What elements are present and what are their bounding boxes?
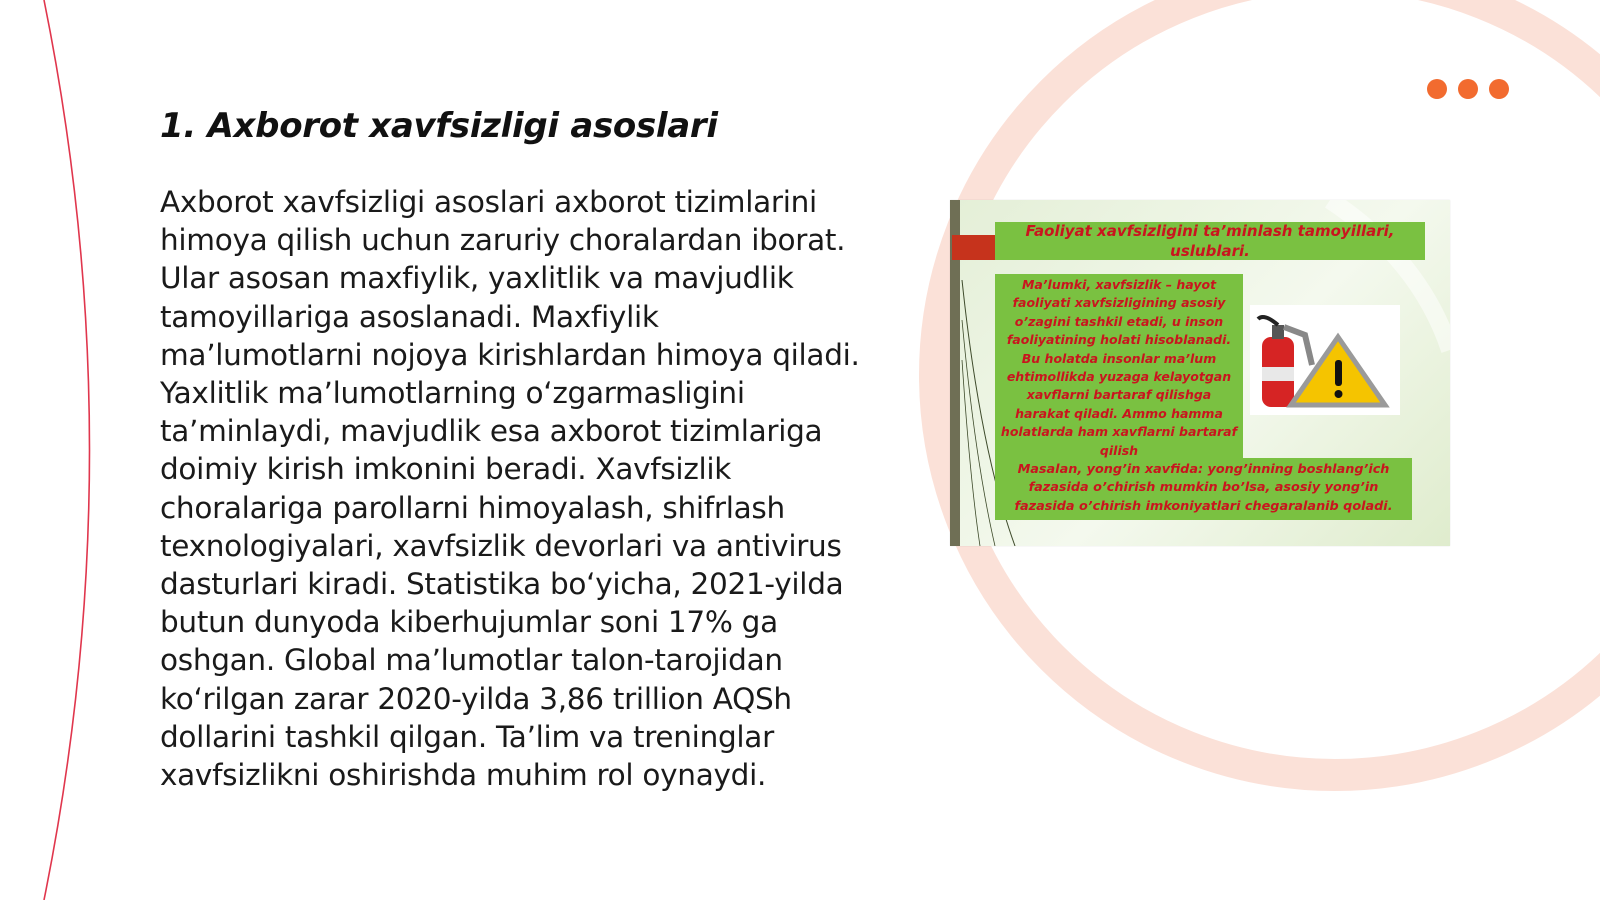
embedded-text-box (995, 274, 1243, 460)
slide-body-text: Axborot xavfsizligi asoslari axborot tizimlarini himoya qilish uchun zaruriy choralardan iborat. Ular asosan maxfiylik, yaxlitlik va mavjudlik tamoyillariga asoslanadi. Maxfiylik ma’lumotlarni nojoya kirishlardan himoya qiladi. Yaxlitlik ma’lumotlarning o‘zgarmasligini ta’minlaydi, mavjudlik esa axborot tizimlariga doimiy kirish imkonini beradi. Xavfsizlik choralariga parollarni himoyalash, shifrlash texnologiyalari, xavfsizlik devorlari va antivirus dasturlari kiradi. Statistika bo‘yicha, 2021-yilda butun dunyoda kiberhujumlar soni 17% ga oshgan. Global ma’lumotlar talon-tarojidan ko‘rilgan zarar 2020-yilda 3,86 trillion AQSh dollarini tashkil qilgan. Ta’lim va treninglar xavfsizlikni oshirishda muhim rol oynaydi. (160, 185, 860, 793)
embedded-slide-image (950, 200, 1450, 546)
embedded-header-text: Faoliyat xavfsizligini ta’minlash tamoyillari, uslublari. (1025, 222, 1395, 260)
slide-red-accent (952, 235, 998, 260)
embedded-header-box (995, 222, 1425, 260)
left-arc-line (44, 0, 90, 900)
slide-title: 1. Axborot xavfsizligi asoslari (160, 106, 718, 146)
embedded-footer-box (995, 458, 1412, 520)
embedded-footer-text: Masalan, yong’in xavfida: yong’inning boshlang’ich fazasida o’chirish mumkin bo’lsa, asosiy yong’in fazasida o’chirish imkoniyatlari chegaralanib qoladi. (1014, 462, 1393, 514)
dot (1427, 79, 1447, 99)
dot (1489, 79, 1509, 99)
embedded-body-text: Ma’lumki, xavfsizlik – hayot faoliyati xavfsizligining asosiy o’zagini tashkil etadi, u inson faoliyatining holati hisoblanadi. Bu holatda insonlar ma’lum ehtimollikda yuzaga kelayotgan xavflarni bartaraf qilishga harakat qiladi. Ammo hamma holatlarda ham xavflarni bartaraf qilish (1000, 277, 1238, 458)
fire-extinguisher-warning-icon (1250, 305, 1400, 415)
three-dots-decoration (1427, 79, 1509, 99)
dot (1458, 79, 1478, 99)
